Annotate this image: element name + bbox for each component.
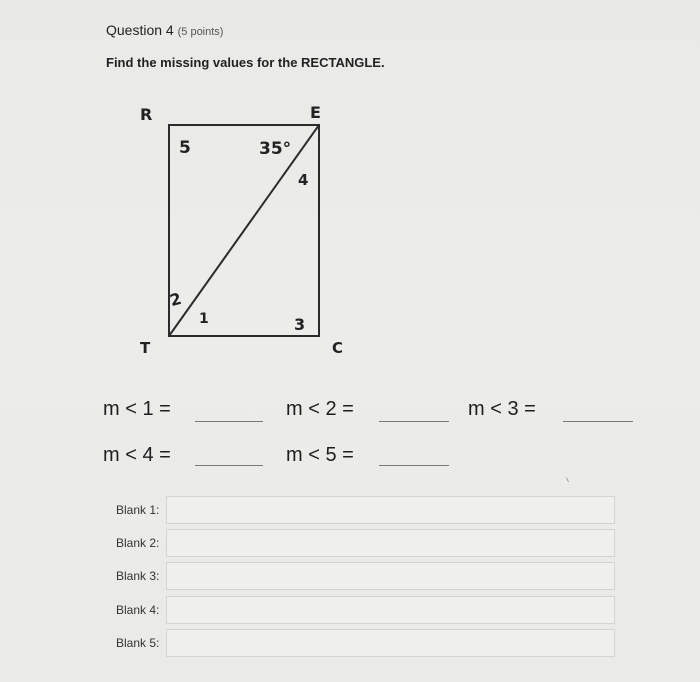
blank-4-label: Blank 4: xyxy=(116,603,160,617)
question-points: (5 points) xyxy=(177,26,224,38)
angle-3-label: 3 xyxy=(294,315,306,334)
blank-5-label: Blank 5: xyxy=(116,636,160,650)
diagonal-te xyxy=(169,125,319,336)
rectangle-diagram xyxy=(120,95,370,365)
equation-angle-1-line xyxy=(195,421,263,422)
equation-angle-5: m < 5 = xyxy=(286,444,354,466)
question-title: Question 4 xyxy=(106,22,174,38)
question-instructions: Find the missing values for the RECTANGLE. xyxy=(106,55,385,70)
vertex-c-label: C xyxy=(332,339,344,357)
blank-5-input[interactable] xyxy=(166,629,615,657)
stray-pen-mark: ⸜ xyxy=(563,472,573,485)
rectangle-figure xyxy=(120,95,370,365)
blank-4-input[interactable] xyxy=(166,596,615,624)
vertex-r-label: R xyxy=(140,105,153,124)
blank-1-label: Blank 1: xyxy=(116,503,160,517)
angle-5-label: 5 xyxy=(179,138,191,158)
blank-1-input[interactable] xyxy=(166,496,615,524)
blank-2-input[interactable] xyxy=(166,529,615,557)
equation-angle-4: m < 4 = xyxy=(103,444,171,466)
equation-angle-5-line xyxy=(379,465,449,466)
blank-2-label: Blank 2: xyxy=(116,536,160,550)
angle-35-label: 35° xyxy=(259,139,292,159)
vertex-t-label: T xyxy=(140,339,151,357)
angle-4-label: 4 xyxy=(298,171,309,189)
equation-angle-2: m < 2 = xyxy=(286,398,354,420)
blank-3-label: Blank 3: xyxy=(116,569,160,583)
question-header xyxy=(106,22,223,38)
vertex-e-label: E xyxy=(310,103,321,122)
angle-2-label: 2 xyxy=(167,288,184,311)
equation-angle-3-line xyxy=(563,421,633,422)
blank-3-input[interactable] xyxy=(166,562,615,590)
equation-angle-3: m < 3 = xyxy=(468,398,536,420)
equation-angle-4-line xyxy=(195,465,263,466)
equation-angle-2-line xyxy=(379,421,449,422)
equation-angle-1: m < 1 = xyxy=(103,398,171,420)
angle-1-label: 1 xyxy=(199,311,209,327)
